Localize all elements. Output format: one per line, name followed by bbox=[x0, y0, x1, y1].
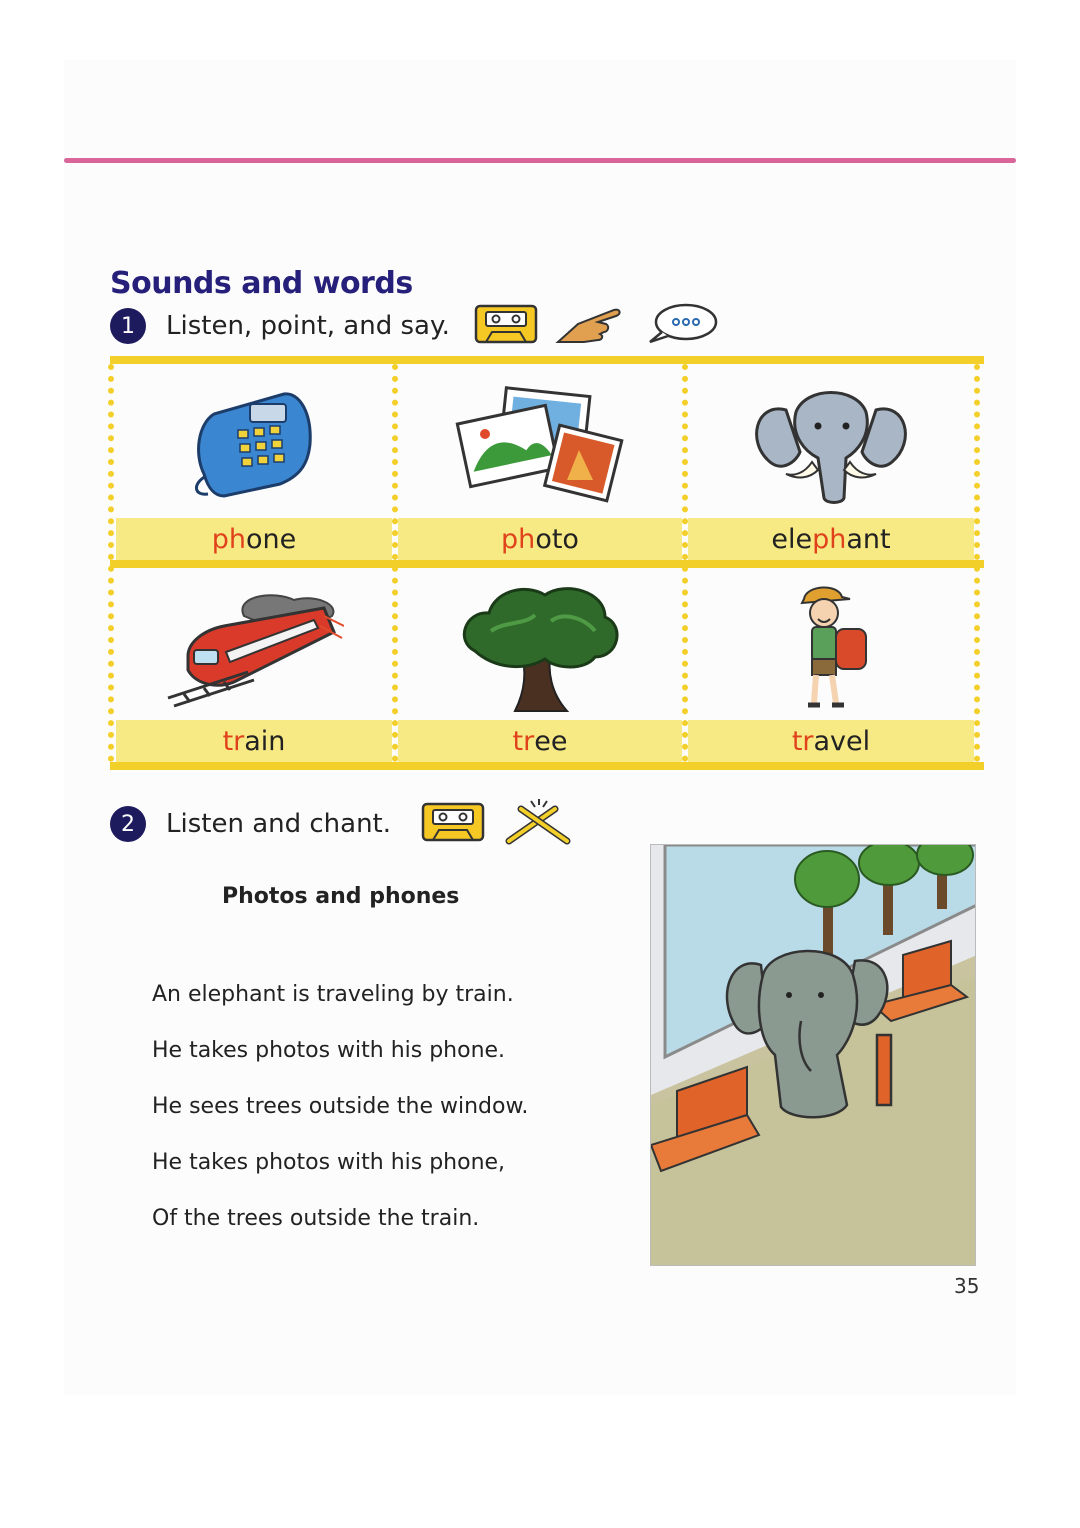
speech-bubble-icon bbox=[646, 302, 718, 350]
word-card-travel bbox=[688, 568, 974, 762]
traveler-illustration bbox=[688, 578, 974, 718]
phone-illustration bbox=[116, 374, 392, 514]
elephant-on-train-illustration bbox=[650, 844, 976, 1266]
word-label-travel: tr avel bbox=[688, 720, 974, 762]
word-card-train bbox=[116, 568, 392, 762]
page-number: 35 bbox=[954, 1274, 980, 1298]
task-1 bbox=[110, 306, 718, 346]
train-illustration bbox=[116, 578, 392, 718]
chant-line: He takes photos with his phone. bbox=[152, 1038, 506, 1063]
drumsticks-icon bbox=[503, 799, 573, 849]
elephant-illustration bbox=[688, 374, 974, 514]
grid-row-separator bbox=[110, 560, 984, 568]
word-label-tree: tr ee bbox=[398, 720, 682, 762]
word-card-phone bbox=[116, 364, 392, 560]
word-label-photo: ph oto bbox=[398, 518, 682, 560]
chant-title: Photos and phones bbox=[222, 884, 460, 909]
photo-illustration bbox=[398, 374, 682, 514]
section-title: Sounds and words bbox=[110, 266, 413, 301]
chant-line: Of the trees outside the train. bbox=[152, 1206, 480, 1231]
cassette-icon bbox=[421, 802, 485, 846]
top-rule bbox=[64, 158, 1016, 163]
task-1-text: Listen, point, and say. bbox=[166, 311, 450, 341]
chant-line: An elephant is traveling by train. bbox=[152, 982, 514, 1007]
chant-line: He sees trees outside the window. bbox=[152, 1094, 529, 1119]
chant-line: He takes photos with his phone, bbox=[152, 1150, 506, 1175]
task-2-number: 2 bbox=[110, 806, 146, 842]
word-card-photo bbox=[398, 364, 682, 560]
tree-illustration bbox=[398, 578, 682, 718]
word-card-tree bbox=[398, 568, 682, 762]
task-2-text: Listen and chant. bbox=[166, 809, 392, 839]
task-2 bbox=[110, 804, 573, 844]
task-1-number: 1 bbox=[110, 308, 146, 344]
word-label-phone: ph one bbox=[116, 518, 392, 560]
word-label-elephant: ele ph ant bbox=[688, 518, 974, 560]
word-card-elephant bbox=[688, 364, 974, 560]
word-label-train: tr ain bbox=[116, 720, 392, 762]
pointing-hand-icon bbox=[554, 302, 626, 350]
cassette-icon bbox=[474, 304, 538, 348]
chant-lines bbox=[152, 978, 528, 1258]
